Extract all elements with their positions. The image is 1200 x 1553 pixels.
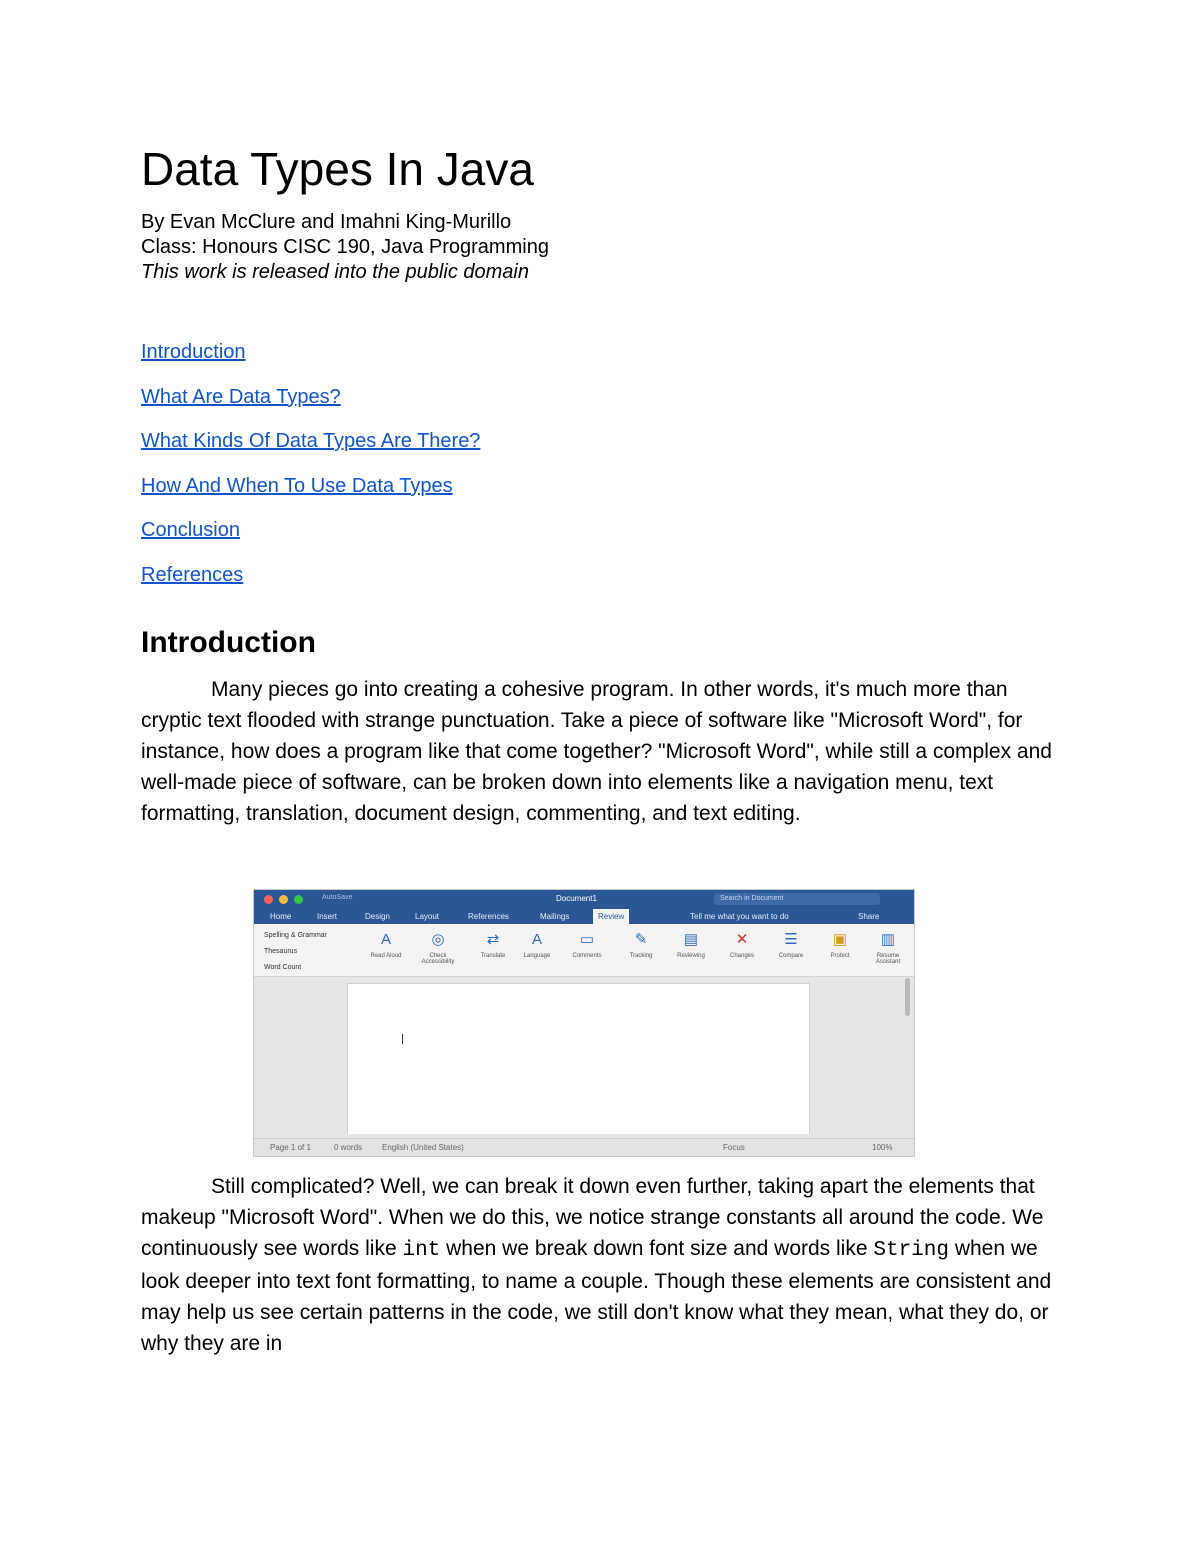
word-tab-mailings: Mailings: [540, 912, 570, 921]
word-screenshot: [253, 889, 915, 1157]
toc-link-conclusion[interactable]: Conclusion: [141, 519, 240, 542]
compare-icon: ☰: [784, 931, 798, 948]
introduction-heading: Introduction: [141, 626, 316, 659]
close-dot-icon: [264, 895, 273, 904]
comment-icon: ▭: [579, 931, 595, 948]
status-page: Page 1 of 1: [270, 1143, 311, 1152]
ribbon-resume-assistant: ▥ Resume Assistant: [875, 931, 901, 965]
ribbon-compare: ☰ Compare: [778, 931, 804, 959]
document-meta: [141, 210, 549, 285]
p2-text-b: when we break down font size and words like: [440, 1237, 874, 1260]
autosave-label: AutoSave: [322, 894, 353, 901]
changes-icon: ✕: [735, 931, 749, 948]
license-line: This work is released into the public domain: [141, 261, 529, 283]
translate-icon: ⇄: [486, 931, 500, 948]
word-scrollbar: [905, 978, 910, 1016]
word-tab-review: Review: [593, 909, 629, 924]
table-of-contents: [141, 340, 480, 608]
class-line: Class: Honours CISC 190, Java Programming: [141, 236, 549, 258]
ribbon-read-aloud: A Read Aloud: [370, 931, 402, 959]
word-tab-layout: Layout: [415, 912, 440, 921]
lock-icon: ▣: [832, 931, 848, 948]
ribbon-changes: ✕ Changes: [729, 931, 755, 959]
status-words: 0 words: [334, 1143, 363, 1152]
tracking-icon: ✎: [634, 931, 648, 948]
zoom-dot-icon: [294, 895, 303, 904]
status-zoom: 100%: [872, 1143, 893, 1152]
text-cursor: [402, 1034, 403, 1044]
ribbon-accessibility: ◎ Check Accessibility: [421, 931, 455, 965]
word-ribbon: [254, 924, 914, 977]
word-document-title: Document1: [556, 894, 597, 903]
word-tabs: [254, 909, 914, 924]
ribbon-language: A Language: [523, 931, 551, 959]
ribbon-protect: ▣ Protect: [830, 931, 850, 959]
word-tell-me: Tell me what you want to do: [690, 912, 789, 921]
reviewing-icon: ▤: [683, 931, 699, 948]
ribbon-reviewing: ▤ Reviewing: [677, 931, 705, 959]
read-aloud-icon: A: [380, 931, 391, 948]
language-icon: A: [531, 931, 542, 948]
status-focus: Focus: [723, 1143, 745, 1152]
ribbon-translate: ⇄ Translate: [480, 931, 506, 959]
resume-assistant-icon: ▥: [880, 931, 896, 948]
ribbon-tracking: ✎ Tracking: [629, 931, 653, 959]
word-document-canvas: [347, 983, 810, 1134]
word-share: Share: [858, 912, 880, 921]
document-title: Data Types In Java: [141, 143, 534, 195]
word-count-tool: Word Count: [264, 964, 302, 971]
toc-link-kinds-of-data-types[interactable]: What Kinds Of Data Types Are There?: [141, 430, 481, 453]
word-search-box: Search in Document: [714, 893, 880, 905]
authors-line: By Evan McClure and Imahni King-Murillo: [141, 211, 512, 233]
code-string: String: [873, 1239, 949, 1262]
p2-text-c: when we look deeper into text font formatting, to name a couple. Though these elements are consistent and may help us see certain patterns in the code, we still don't know what they mean, what they do, or why they are in: [141, 1237, 1052, 1355]
toc-link-how-and-when[interactable]: How And When To Use Data Types: [141, 474, 453, 497]
toc-link-introduction[interactable]: Introduction: [141, 341, 246, 363]
minimize-dot-icon: [279, 895, 288, 904]
spelling-tool: Spelling & Grammar: [264, 932, 328, 939]
word-tab-references: References: [468, 912, 509, 921]
word-tab-insert: Insert: [317, 912, 338, 921]
intro-paragraph-1-text: Many pieces go into creating a cohesive program. In other words, it's much more than cryptic text flooded with strange punctuation. Take a piece of software like "Microsoft Word", for instance, how does a program like that come together? "Microsoft Word", while still a complex and well-made piece of software, can be broken down into elements like a navigation menu, text formatting, translation, document design, commenting, and text editing.: [141, 678, 1052, 825]
accessibility-icon: ◎: [431, 931, 445, 948]
status-language: English (United States): [382, 1143, 464, 1152]
toc-link-what-are-data-types[interactable]: What Are Data Types?: [141, 385, 341, 408]
code-int: int: [402, 1239, 441, 1262]
word-tab-design: Design: [365, 912, 390, 921]
toc-link-references[interactable]: References: [141, 563, 244, 586]
intro-paragraph-1: [141, 674, 1061, 829]
word-titlebar: [254, 890, 914, 909]
thesaurus-tool: Thesaurus: [264, 948, 298, 955]
word-status-bar: [254, 1138, 914, 1157]
p2-text-a: Still complicated? Well, we can break it down even further, taking apart the elements that makeup "Microsoft Word". When we do this, we notice strange constants all around the code. We continuously see words like: [141, 1175, 1044, 1260]
ribbon-comments: ▭ Comments: [572, 931, 602, 959]
word-proofing-tools: [264, 928, 327, 976]
intro-paragraph-2: [141, 1171, 1061, 1359]
word-tab-home: Home: [270, 912, 292, 921]
